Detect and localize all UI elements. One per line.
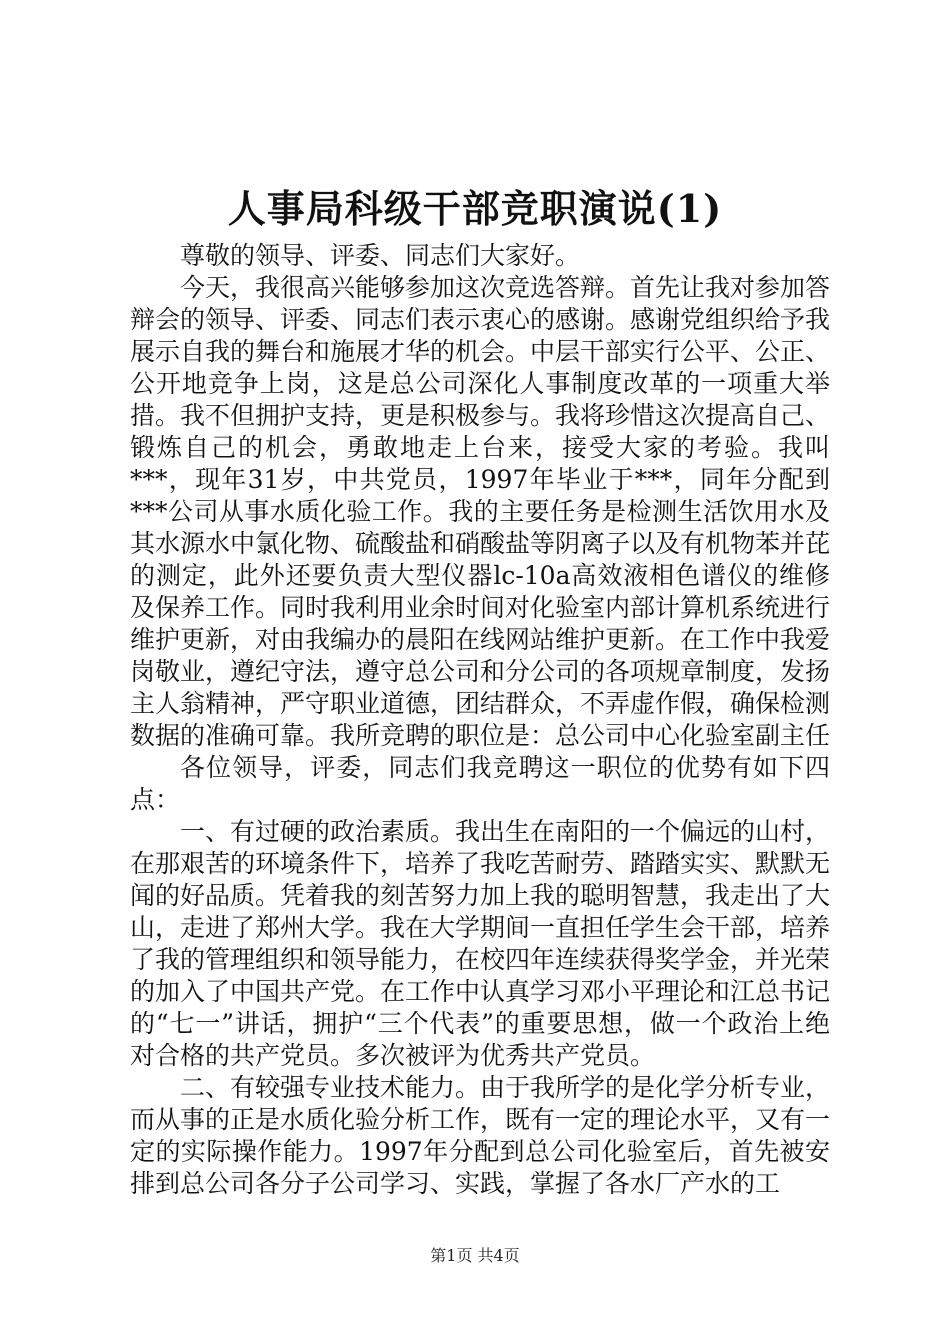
paragraph-advantages-intro: 各位领导，评委，同志们我竞聘这一职位的优势有如下四点： — [130, 753, 830, 814]
paragraph-introduction: 今天，我很高兴能够参加这次竞选答辩。首先让我对参加答辩会的领导、评委、同志们表示衷心的感谢。感谢党组织给予我展示自我的舞台和施展才华的机会。中层干部实行公平、公正、公开地竞争上岗，这是总公司深化人事制度改革的一项重大举措。我不但拥护支持，更是积极参与。我将珍惜这次提高自己、锻炼自己的机会，勇敢地走上台来，接受大家的考验。我叫***，现年31岁，中共党员，1997年毕业于***，同年分配到***公司从事水质化验工作。我的主要任务是检测生活饮用水及其水源水中氯化物、硫酸盐和硝酸盐等阴离子以及有机物苯并芘的测定，此外还要负责大型仪器lc-10a高效液相色谱仪的维修及保养工作。同时我利用业余时间对化验室内部计算机系统进行维护更新，对由我编办的晨阳在线网站维护更新。在工作中我爱岗敬业，遵纪守法，遵守总公司和分公司的各项规章制度，发扬主人翁精神，严守职业道德，团结群众，不弄虚作假，确保检测数据的准确可靠。我所竞聘的职位是：总公司中心化验室副主任 — [130, 273, 831, 750]
document-body — [130, 240, 830, 1200]
paragraph-advantage-one: 一、有过硬的政治素质。我出生在南阳的一个偏远的山村，在那艰苦的环境条件下，培养了我吃苦耐劳、踏踏实实、默默无闻的好品质。凭着我的刻苦努力加上我的聪明智慧，我走出了大山，走进了郑州大学。我在大学期间一直担任学生会干部，培养了我的管理组织和领导能力，在校四年连续获得奖学金，并光荣的加入了中国共产党。在工作中认真学习邓小平理论和江总书记的“七一”讲话，拥护“三个代表”的重要思想，做一个政治上绝对合格的共产党员。多次被评为优秀共产党员。 — [130, 817, 831, 1070]
paragraph-advantage-two: 二、有较强专业技术能力。由于我所学的是化学分析专业，而从事的正是水质化验分析工作，既有一定的理论水平，又有一定的实际操作能力。1997年分配到总公司化验室后，首先被安排到总公司各分子公司学习、实践，掌握了各水厂产水的工 — [130, 1073, 831, 1198]
page-number-footer: 第1页 共4页 — [430, 1246, 520, 1265]
document-title: 人事局科级干部竞职演说(1) — [227, 186, 723, 231]
paragraph-greeting: 尊敬的领导、评委、同志们大家好。 — [180, 241, 581, 270]
